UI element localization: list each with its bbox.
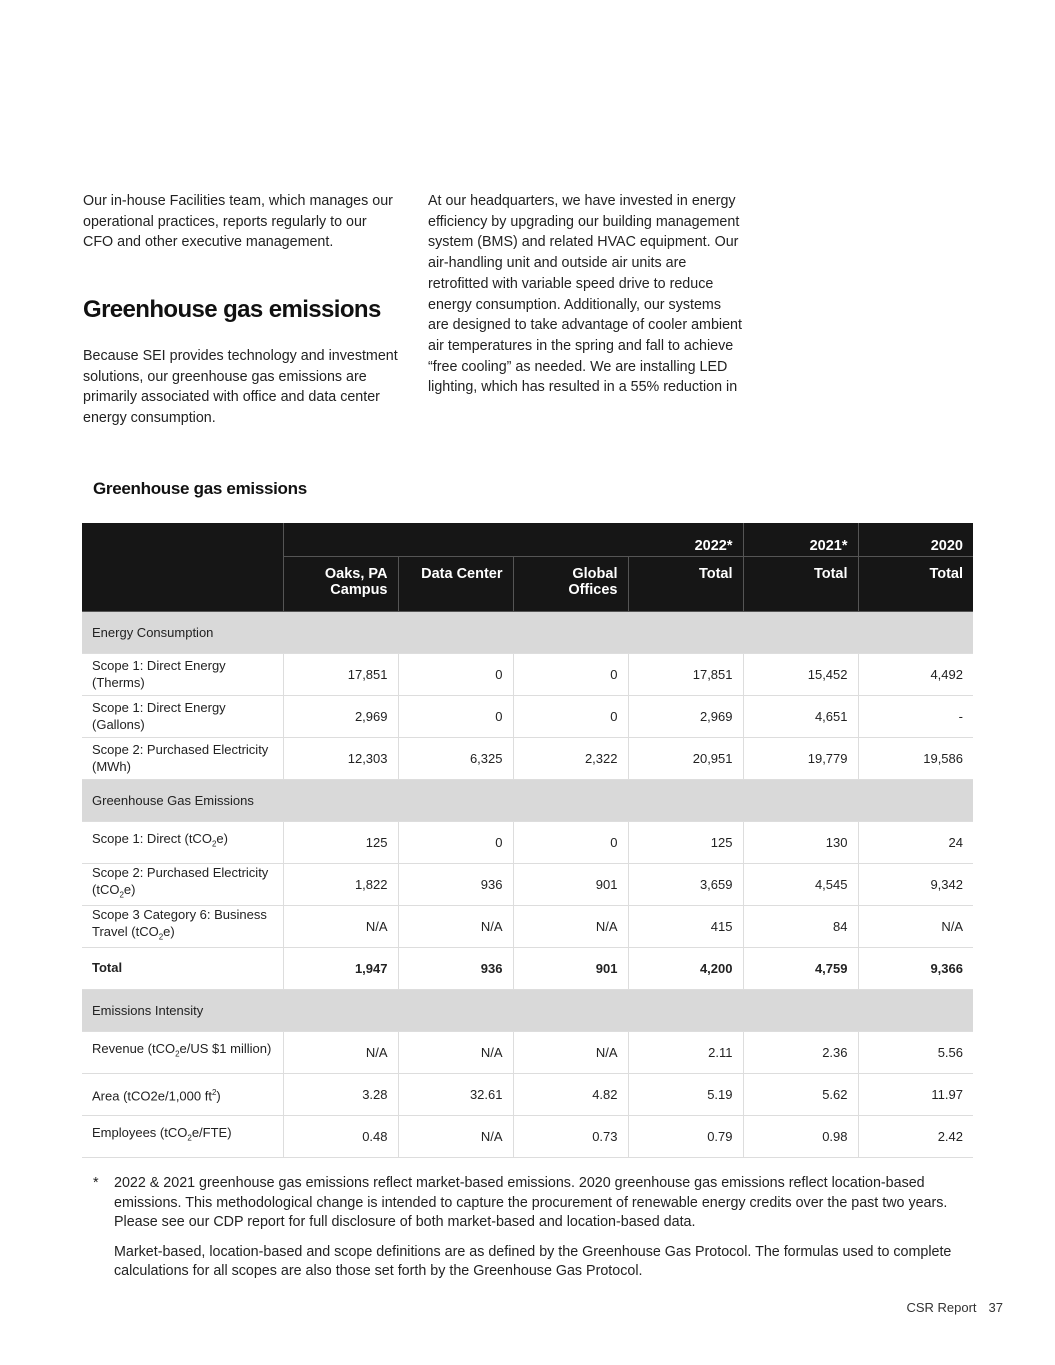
row-label-script: 2 xyxy=(158,932,164,942)
row-label xyxy=(82,738,283,780)
table-cell: 0.73 xyxy=(513,1116,628,1158)
table-cell: 936 xyxy=(398,864,513,906)
table-cell: 130 xyxy=(743,822,858,864)
row-label xyxy=(82,906,283,948)
row-label xyxy=(82,948,283,990)
row-label-text: Total xyxy=(92,960,123,976)
table-cell: 0 xyxy=(398,696,513,738)
table-cell: 2.42 xyxy=(858,1116,973,1158)
row-label-script: 2 xyxy=(211,840,217,850)
col-data-center: Data Center xyxy=(398,557,513,612)
row-label-text: Scope 1: Direct Energy (Therms) xyxy=(92,658,226,690)
table-cell: 0.79 xyxy=(628,1116,743,1158)
table-row xyxy=(82,654,973,696)
row-label xyxy=(82,696,283,738)
section-row xyxy=(82,780,973,822)
table-cell: 4.82 xyxy=(513,1074,628,1116)
year-2020: 2020 xyxy=(858,523,973,557)
col-total-2020: Total xyxy=(858,557,973,612)
table-cell: N/A xyxy=(513,906,628,948)
table-cell: 5.62 xyxy=(743,1074,858,1116)
year-2022: 2022* xyxy=(283,523,743,557)
table-row xyxy=(82,822,973,864)
table-cell: 4,545 xyxy=(743,864,858,906)
table-cell: 19,779 xyxy=(743,738,858,780)
section-label: Energy Consumption xyxy=(82,612,973,654)
table-cell: 0.98 xyxy=(743,1116,858,1158)
table-row xyxy=(82,738,973,780)
table-cell: 4,492 xyxy=(858,654,973,696)
table-cell: N/A xyxy=(283,906,398,948)
right-column-text: At our headquarters, we have invested in energy efficiency by upgrading our building management system (BMS) and related HVAC equipment. Our air-handling unit and outside air units are retrofitted with variable speed drive to reduce energy consumption. Additionally, our systems are designed to take advantage of cooler ambient air temperatures in the spring and fall to achieve “free cooling” as needed. We are installing LED lighting, which has resulted in a 55% reduction in xyxy=(428,193,742,396)
page-number: 37 xyxy=(988,1300,1003,1315)
table-cell: 1,947 xyxy=(283,948,398,990)
section-heading: Greenhouse gas emissions xyxy=(83,296,381,323)
table-cell: - xyxy=(858,696,973,738)
section-row xyxy=(82,612,973,654)
table-cell: 125 xyxy=(628,822,743,864)
table-row xyxy=(82,1074,973,1116)
table-cell: N/A xyxy=(398,906,513,948)
table-title: Greenhouse gas emissions xyxy=(93,479,307,498)
row-label-end: e/FTE) xyxy=(191,1125,232,1141)
row-label-end: e) xyxy=(163,923,175,939)
table-cell: 4,200 xyxy=(628,948,743,990)
row-label xyxy=(82,822,283,864)
table-cell: 24 xyxy=(858,822,973,864)
table-cell: N/A xyxy=(398,1032,513,1074)
footnotes xyxy=(93,1174,973,1292)
row-label-end: e/US $1 million) xyxy=(179,1041,272,1057)
section-label: Emissions Intensity xyxy=(82,990,973,1032)
table-cell: 901 xyxy=(513,864,628,906)
intro-text: Our in-house Facilities team, which manages our operational practices, reports regularly to our CFO and other executive management. xyxy=(83,193,393,251)
table-cell: 4,651 xyxy=(743,696,858,738)
table-cell: 6,325 xyxy=(398,738,513,780)
table-cell: N/A xyxy=(283,1032,398,1074)
table-row xyxy=(82,696,973,738)
row-label-text: Revenue (tCO xyxy=(92,1041,176,1057)
table-cell: 17,851 xyxy=(283,654,398,696)
asterisk: * xyxy=(93,1175,99,1191)
footnote-1 xyxy=(93,1174,973,1233)
row-label-text: Area (tCO2e/1,000 ft xyxy=(92,1087,212,1103)
section-row xyxy=(82,990,973,1032)
table-cell: 2,969 xyxy=(628,696,743,738)
row-label-text: Scope 2: Purchased Electricity (MWh) xyxy=(92,742,269,774)
table-cell: 17,851 xyxy=(628,654,743,696)
emissions-table xyxy=(82,523,973,1158)
row-label-text: Scope 1: Direct Energy (Gallons) xyxy=(92,700,226,732)
row-label-text: Scope 3 Category 6: Business Travel (tCO xyxy=(92,907,267,939)
table-cell: 0 xyxy=(513,696,628,738)
table-cell: 0 xyxy=(398,654,513,696)
table-cell: 9,342 xyxy=(858,864,973,906)
table-cell: 2.11 xyxy=(628,1032,743,1074)
table-cell: N/A xyxy=(398,1116,513,1158)
table-cell: 0 xyxy=(513,654,628,696)
row-label xyxy=(82,654,283,696)
table-cell: 2.36 xyxy=(743,1032,858,1074)
table-cell: 1,822 xyxy=(283,864,398,906)
table-cell: 20,951 xyxy=(628,738,743,780)
row-label-script: 2 xyxy=(175,1050,180,1060)
table-cell: 11.97 xyxy=(858,1074,973,1116)
footnote-2: Market-based, location-based and scope definitions are as defined by the Greenhouse Gas Protocol. The formulas used to complete calculations for all scopes are also those set forth by the Greenhouse Gas Protocol. xyxy=(114,1243,952,1279)
table-cell: 12,303 xyxy=(283,738,398,780)
intro-paragraph xyxy=(83,191,398,253)
footnote-1-text: 2022 & 2021 greenhouse gas emissions reflect market-based emissions. 2020 greenhouse gas emissions reflect location-based emissions. This methodological change is intended to capture the procurement of renewable energy credits over the past two years. Please see our CDP report for full disclosure of both market-based and location-based data. xyxy=(114,1175,948,1230)
table-cell: 15,452 xyxy=(743,654,858,696)
table-cell: 2,322 xyxy=(513,738,628,780)
col-global-offices: Global Offices xyxy=(513,557,628,612)
table-cell: N/A xyxy=(513,1032,628,1074)
table-row xyxy=(82,1116,973,1158)
table-cell: 901 xyxy=(513,948,628,990)
table-cell: 84 xyxy=(743,906,858,948)
table-row xyxy=(82,1032,973,1074)
row-label-script: 2 xyxy=(119,890,124,900)
page-footer xyxy=(894,1300,1003,1315)
table-cell: 2,969 xyxy=(283,696,398,738)
row-label-end: e) xyxy=(123,881,136,897)
row-label-end: ) xyxy=(216,1087,221,1103)
table-cell: 415 xyxy=(628,906,743,948)
row-label xyxy=(82,1074,283,1116)
row-label-script: 2 xyxy=(211,1087,217,1097)
row-label-text: Scope 2: Purchased Electricity (tCO xyxy=(92,865,269,897)
row-label-text: Scope 1: Direct (tCO xyxy=(92,831,212,847)
header-empty xyxy=(82,523,283,612)
section-body: Because SEI provides technology and investment solutions, our greenhouse gas emissions are primarily associated with office and data center energy consumption. xyxy=(83,348,398,427)
table-cell: 5.56 xyxy=(858,1032,973,1074)
section-label: Greenhouse Gas Emissions xyxy=(82,780,973,822)
table-row xyxy=(82,864,973,906)
table-cell: 32.61 xyxy=(398,1074,513,1116)
report-name: CSR Report xyxy=(906,1300,977,1315)
year-2021: 2021* xyxy=(743,523,858,557)
row-label xyxy=(82,1116,283,1158)
table-cell: 4,759 xyxy=(743,948,858,990)
table-cell: 0 xyxy=(398,822,513,864)
table-cell: N/A xyxy=(858,906,973,948)
table-cell: 0 xyxy=(513,822,628,864)
table-cell: 19,586 xyxy=(858,738,973,780)
table-cell: 5.19 xyxy=(628,1074,743,1116)
col-oaks: Oaks, PA Campus xyxy=(283,557,398,612)
table-cell: 0.48 xyxy=(283,1116,398,1158)
table-row xyxy=(82,948,973,990)
col-total-2022: Total xyxy=(628,557,743,612)
table-cell: 3.28 xyxy=(283,1074,398,1116)
table-cell: 3,659 xyxy=(628,864,743,906)
table-cell: 936 xyxy=(398,948,513,990)
row-label xyxy=(82,1032,283,1074)
table-cell: 9,366 xyxy=(858,948,973,990)
header-row-years xyxy=(82,523,973,557)
table-row xyxy=(82,906,973,948)
right-column xyxy=(428,191,743,398)
row-label-text: Employees (tCO xyxy=(92,1125,188,1141)
table-cell: 125 xyxy=(283,822,398,864)
row-label-end: e) xyxy=(216,831,228,847)
col-total-2021: Total xyxy=(743,557,858,612)
row-label xyxy=(82,864,283,906)
row-label-script: 2 xyxy=(187,1134,192,1144)
